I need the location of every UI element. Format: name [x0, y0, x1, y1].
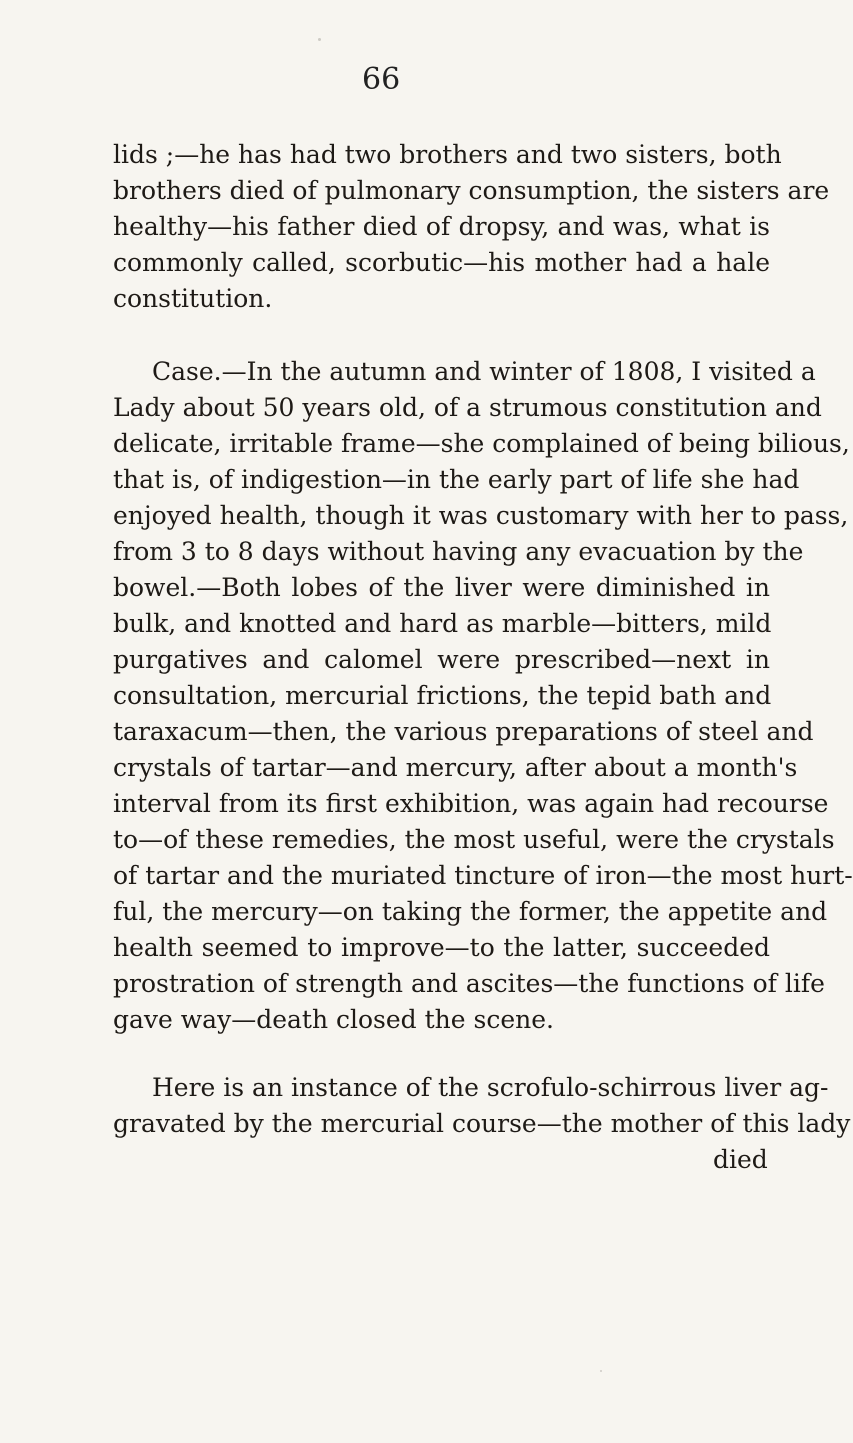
text-line: purgatives and calomel were prescribed—next in: [113, 645, 770, 674]
text-line: commonly called, scorbutic—his mother had a hale: [113, 248, 770, 277]
text-line: taraxacum—then, the various preparations of steel and: [113, 717, 814, 746]
text-line: prostration of strength and ascites—the functions of life: [113, 969, 825, 998]
text-line: enjoyed health, though it was customary with her to pass,: [113, 501, 849, 530]
text-line: ful, the mercury—on taking the former, the appetite and: [113, 897, 828, 926]
text-line: interval from its first exhibition, was again had recourse: [113, 789, 829, 818]
text-line: to—of these remedies, the most useful, were the crystals: [113, 825, 835, 854]
text-line: bulk, and knotted and hard as marble—bitters, mild: [113, 609, 772, 638]
paper-speck: [510, 1085, 513, 1088]
text-line: lids ;—he has had two brothers and two sisters, both: [113, 140, 782, 169]
text-line: gravated by the mercurial course—the mother of this lady: [113, 1109, 851, 1138]
paper-speck: [600, 1370, 602, 1372]
text-line: Case.—In the autumn and winter of 1808, I visited a: [152, 357, 816, 386]
catchword: died: [713, 1145, 768, 1174]
text-line: delicate, irritable frame—she complained of being bilious,: [113, 429, 850, 458]
text-line: Lady about 50 years old, of a strumous constitution and: [113, 393, 822, 422]
paper-speck: [318, 38, 321, 41]
page-number: 66: [362, 62, 401, 97]
text-line: health seemed to improve—to the latter, succeeded: [113, 933, 770, 962]
text-line: of tartar and the muriated tincture of iron—the most hurt-: [113, 861, 853, 890]
text-line: that is, of indigestion—in the early part of life she had: [113, 465, 800, 494]
text-line: bowel.—Both lobes of the liver were diminished in: [113, 573, 770, 602]
text-line: from 3 to 8 days without having any evacuation by the: [113, 537, 804, 566]
text-line: gave way—death closed the scene.: [113, 1005, 554, 1034]
text-line: consultation, mercurial frictions, the tepid bath and: [113, 681, 772, 710]
text-line: constitution.: [113, 284, 273, 313]
text-line: healthy—his father died of dropsy, and was, what is: [113, 212, 770, 241]
text-line: crystals of tartar—and mercury, after about a month's: [113, 753, 798, 782]
text-line: Here is an instance of the scrofulo-schirrous liver ag-: [152, 1073, 829, 1102]
text-line: brothers died of pulmonary consumption, the sisters are: [113, 176, 830, 205]
